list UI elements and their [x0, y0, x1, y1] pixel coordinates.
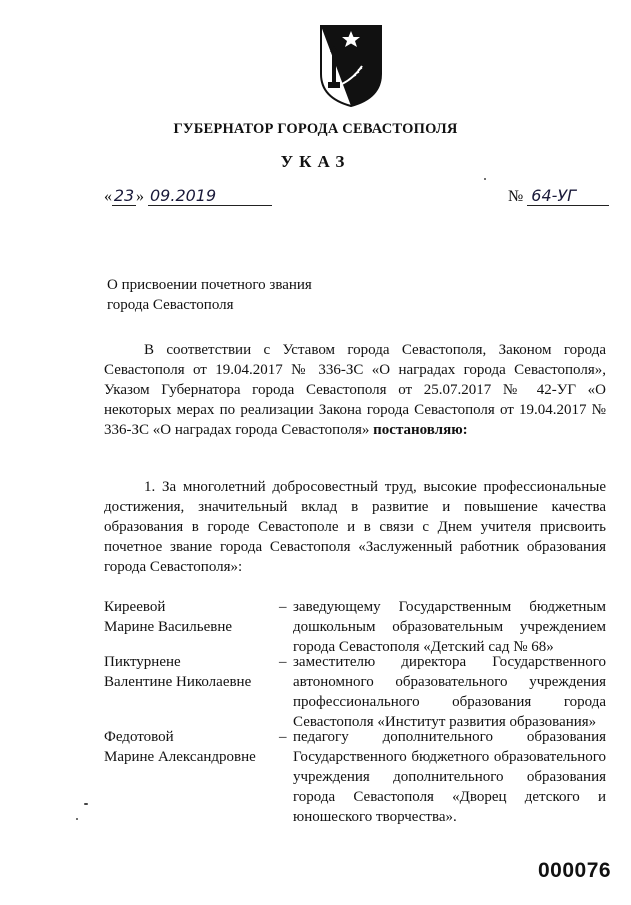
awardee-position: заместителю директора Государственного автономного образовательного учреждения профессионального образования города Севастополя «Институт развития образования»	[293, 654, 606, 730]
ink-dot	[484, 178, 486, 180]
preamble-resolution: постановляю:	[373, 422, 468, 438]
date-day: 23	[113, 186, 135, 205]
awardee-surname: Федотовой	[104, 729, 174, 745]
awardee-surname: Пиктурнене	[104, 654, 181, 670]
clause-1-paragraph: 1. За многолетний добросовестный труд, высокие профессиональные достижения, значительный вклад в развитие и повышение качества образования в городе Севастополе и в связи с Днем учителя присвоить почетное звание города Севастополя «Заслуженный работник образования города Севастополя»:	[104, 479, 606, 575]
number-value: 64-УГ	[527, 186, 609, 206]
awardee-dash: –	[279, 654, 287, 670]
issuing-authority: ГУБЕРНАТОР ГОРОДА СЕВАСТОПОЛЯ	[173, 121, 458, 137]
ink-dot	[84, 803, 88, 805]
sevastopol-coat-of-arms-icon	[318, 22, 384, 108]
awardee-position: заведующему Государственным бюджетным дошкольным образовательным учреждением города Севастополя «Детский сад № 68»	[293, 599, 606, 655]
awardee-given-name: Марине Александровне	[104, 749, 256, 765]
awardee-dash: –	[279, 599, 287, 615]
awardee-given-name: Валентине Николаевне	[104, 674, 252, 690]
awardee-name	[104, 652, 284, 692]
decree-number	[508, 186, 609, 206]
date-month-year: 09.2019	[148, 186, 272, 206]
form-serial-number: 000076	[538, 859, 612, 882]
awardee-surname: Киреевой	[104, 599, 166, 615]
document-type: УКАЗ	[280, 152, 351, 171]
awardee-name	[104, 727, 284, 767]
preamble-paragraph	[104, 340, 606, 440]
ink-dot	[76, 818, 78, 820]
title-line: города Севастополя	[107, 297, 234, 313]
awardee-position: педагогу дополнительного образования Государственного бюджетного образовательного учреждения дополнительного образования города Севастополя «Дворец детского и юношеского творчества».	[293, 729, 606, 825]
title-line: О присвоении почетного звания	[107, 277, 312, 293]
decree-date	[104, 186, 272, 206]
number-sign: №	[508, 188, 524, 205]
awardee-name	[104, 597, 284, 637]
decree-title	[107, 275, 312, 315]
preamble-text: В соответствии с Уставом города Севастополя, Законом города Севастополя от 19.04.2017 № 336-ЗС «О наградах города Севастополя», Указом Губернатора города Севастополя от 25.07.2017 № 42-УГ «О некоторых мерах по реализации Закона города Севастополя от 19.04.2017 № 336-ЗС «О наградах города Севастополя»	[104, 342, 606, 438]
date-open-quote: «	[104, 188, 112, 205]
awardee-dash: –	[279, 729, 287, 745]
awardee-given-name: Марине Васильевне	[104, 619, 233, 635]
date-close-quote: »	[136, 188, 144, 205]
